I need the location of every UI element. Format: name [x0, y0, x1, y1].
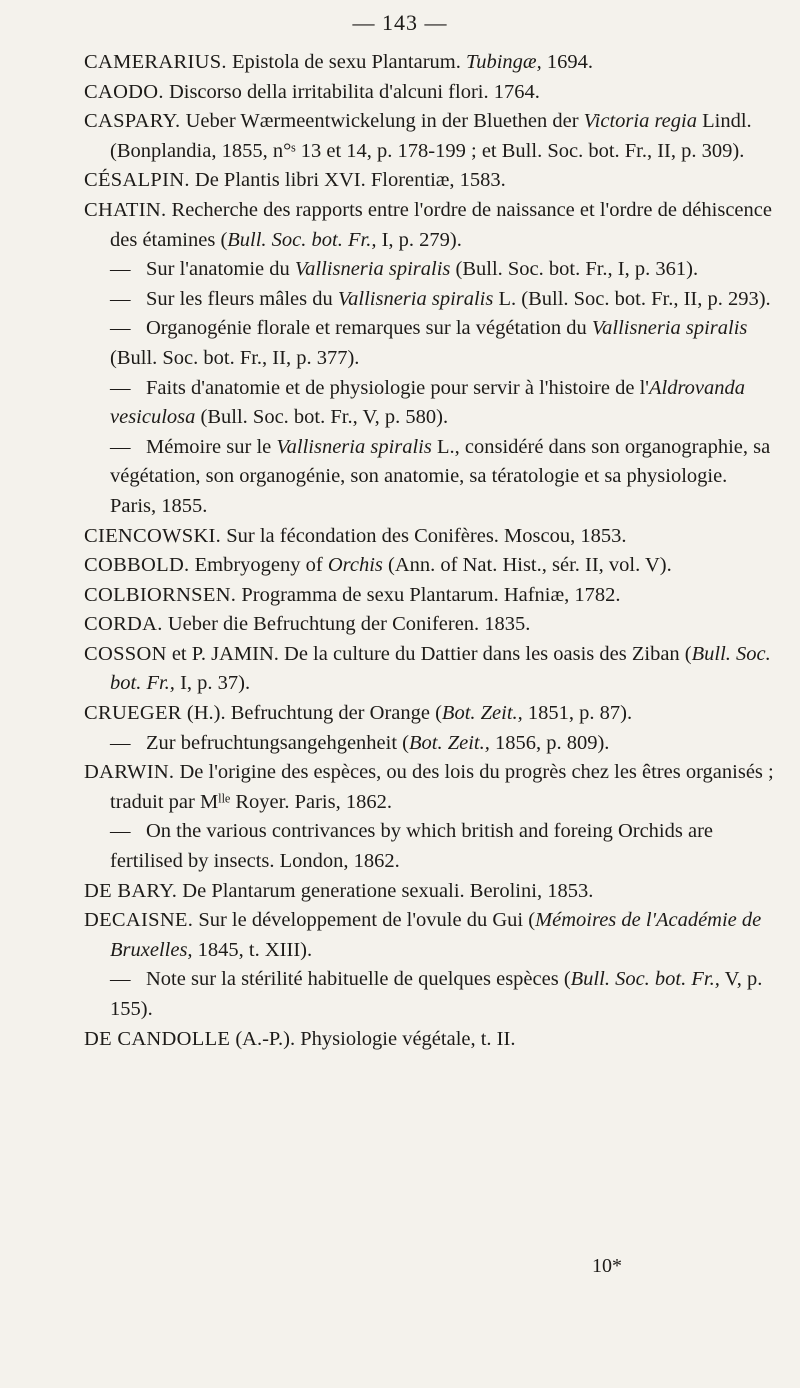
bibliography-subentry: — Faits d'anatomie et de physiologie pour servir à l'histoire de l'Aldrovanda vesiculosa (Bull. Soc. bot. Fr., V, p. 580).	[110, 376, 746, 429]
bibliography-subentry: — Sur l'anatomie du Vallisneria spiralis (Bull. Soc. bot. Fr., I, p. 361).	[110, 258, 699, 281]
bibliography-entry: COLBIORNSEN. Programma de sexu Plantarum. Hafniæ, 1782.	[84, 583, 621, 606]
bibliography-subentry: — On the various contrivances by which british and foreing Orchids are fertilised by insects. London, 1862.	[110, 820, 714, 873]
bibliography-entry: DARWIN. De l'origine des espèces, ou des lois du progrès chez les êtres organisés ; traduit par Mˡˡᵉ Royer. Paris, 1862.	[84, 761, 774, 813]
bibliography-entry: CAODO. Discorso della irritabilita d'alcuni flori. 1764.	[84, 80, 540, 103]
bibliography-list	[84, 48, 774, 1054]
bibliography-subentry: — Mémoire sur le Vallisneria spiralis L., considéré dans son organographie, sa végétation, son organogénie, son anatomie, sa tératologie et sa physiologie. Paris, 1855.	[110, 435, 771, 517]
signature-mark: 10*	[592, 1255, 622, 1277]
bibliography-subentry: — Organogénie florale et remarques sur la végétation du Vallisneria spiralis (Bull. Soc. bot. Fr., II, p. 377).	[110, 317, 748, 369]
bibliography-entry: COSSON et P. JAMIN. De la culture du Dattier dans les oasis des Ziban (Bull. Soc. bot. Fr., I, p. 37).	[84, 642, 771, 695]
bibliography-entry: CAMERARIUS. Epistola de sexu Plantarum. Tubingæ, 1694.	[84, 51, 593, 73]
bibliography-entry: DE CANDOLLE (A.-P.). Physiologie végétale, t. II.	[84, 1027, 516, 1050]
bibliography-entry: CÉSALPIN. De Plantis libri XVI. Florentiæ, 1583.	[84, 169, 506, 192]
bibliography-entry: CORDA. Ueber die Befruchtung der Coniferen. 1835.	[84, 613, 531, 636]
page-number: — 143 —	[352, 10, 448, 35]
bibliography-subentry: — Zur befruchtungsangehgenheit (Bot. Zeit., 1856, p. 809).	[110, 731, 610, 754]
bibliography-subentry: — Note sur la stérilité habituelle de quelques espèces (Bull. Soc. bot. Fr., V, p. 155).	[110, 968, 763, 1020]
bibliography-entry: DECAISNE. Sur le développement de l'ovule du Gui (Mémoires de l'Académie de Bruxelles, 1845, t. XIII).	[84, 909, 762, 961]
bibliography-entry: CRUEGER (H.). Befruchtung der Orange (Bot. Zeit., 1851, p. 87).	[84, 702, 633, 725]
bibliography-entry: CIENCOWSKI. Sur la fécondation des Conifères. Moscou, 1853.	[84, 524, 627, 547]
bibliography-subentry: — Sur les fleurs mâles du Vallisneria spiralis L. (Bull. Soc. bot. Fr., II, p. 293).	[110, 287, 771, 310]
bibliography-entry: COBBOLD. Embryogeny of Orchis (Ann. of Nat. Hist., sér. II, vol. V).	[84, 554, 672, 577]
bibliography-entry: CHATIN. Recherche des rapports entre l'ordre de naissance et l'ordre de déhiscence des étamines (Bull. Soc. bot. Fr., I, p. 279).	[84, 198, 772, 251]
bibliography-entry: DE BARY. De Plantarum generatione sexuali. Berolini, 1853.	[84, 879, 594, 902]
bibliography-entry: CASPARY. Ueber Wærmeentwickelung in der Bluethen der Victoria regia Lindl. (Bonplandia, 1855, n°ˢ 13 et 14, p. 178-199 ; et Bull. Soc. bot. Fr., II, p. 309).	[84, 110, 752, 162]
